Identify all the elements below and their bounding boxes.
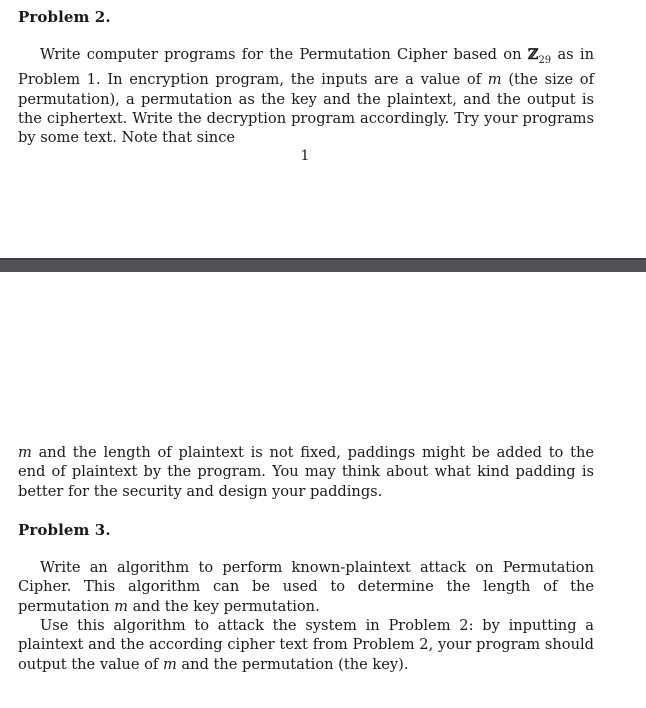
problem-3-indent-1 bbox=[18, 559, 40, 576]
problem-2-text-b: as in Problem 1. In encryption program, the inputs are a value of bbox=[18, 46, 594, 89]
problem-3-paragraph-1 bbox=[18, 558, 594, 616]
problem-3-p1-text-b: and the key permutation. bbox=[127, 597, 320, 615]
problem-2-heading: Problem 2. bbox=[18, 8, 111, 26]
z-symbol: ℤ bbox=[527, 46, 539, 63]
page-separator bbox=[0, 258, 646, 272]
problem-3-paragraph-2 bbox=[18, 616, 594, 674]
math-m: m bbox=[18, 444, 32, 461]
math-m: m bbox=[114, 597, 128, 615]
page-2 bbox=[0, 272, 646, 708]
problem-3-indent-2 bbox=[18, 617, 40, 634]
math-m: m bbox=[487, 71, 502, 89]
problem-2-text-c: (the size of permutation), a permutation as the key and the plaintext, and the output is the ciphertext. Write the decryption program accordingly. Try your programs by some text. Note that since bbox=[18, 71, 594, 147]
problem-2-continuation bbox=[18, 443, 594, 501]
problem-3-p2-text-a: Use this algorithm to attack the system in Problem 2: by inputting a plaintext and the according cipher text from Problem 2, your program should output the value of bbox=[18, 617, 594, 673]
problem-2-paragraph bbox=[18, 45, 594, 147]
problem-2-indent bbox=[18, 46, 40, 63]
problem-2-continuation-text: and the length of plaintext is not fixed, paddings might be added to the end of plaintext by the program. You may think about what kind padding is better for the security and design your paddings. bbox=[18, 444, 594, 500]
z-subscript: 29 bbox=[538, 54, 552, 66]
problem-3-p1-text-a: Write an algorithm to perform known-plaintext attack on Permutation Cipher. This algorithm can be used to determine the length of the permutation bbox=[18, 559, 594, 615]
problem-3-p2-text-b: and the permutation (the key). bbox=[176, 655, 409, 673]
page-number: 1 bbox=[300, 148, 310, 164]
math-m: m bbox=[162, 655, 177, 673]
page-1 bbox=[0, 0, 646, 258]
problem-3-heading: Problem 3. bbox=[18, 521, 111, 539]
problem-2-text-a: Write computer programs for the Permutation Cipher based on bbox=[40, 46, 528, 63]
